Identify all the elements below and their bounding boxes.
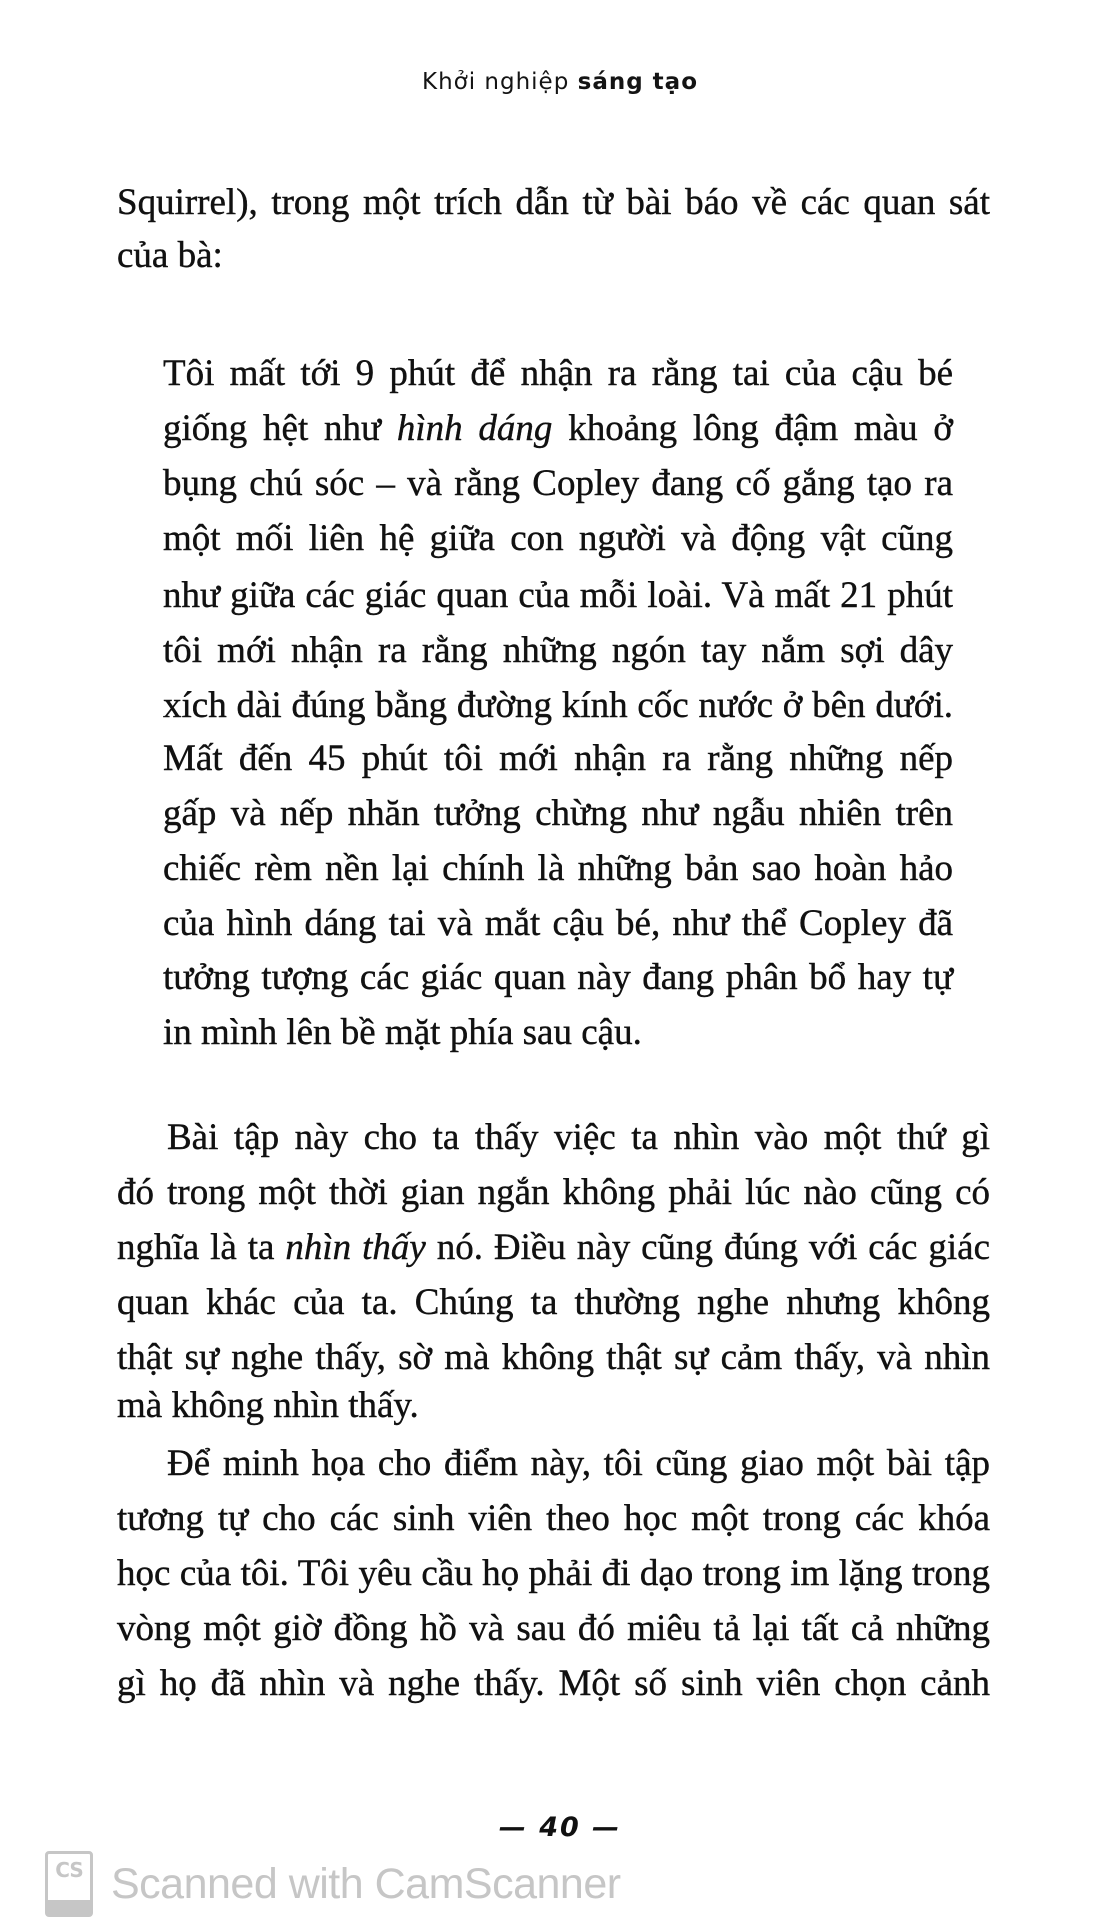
quote-line	[163, 406, 953, 452]
quote-line: của hình dáng tai và mắt cậu bé, như thể Copley đã	[163, 903, 953, 944]
paragraph-line: mà không nhìn thấy.	[117, 1385, 419, 1426]
quote-line: tôi mới nhận ra rằng những ngón tay nắm sợi dây	[163, 630, 953, 671]
paragraph-1-line: Squirrel), trong một trích dẫn từ bài báo về các quan sát	[117, 182, 990, 223]
paragraph-text: nghĩa là ta	[117, 1227, 286, 1268]
camscanner-watermark	[45, 1851, 621, 1917]
quote-text: giống hệt như	[163, 408, 397, 449]
running-title-part1: Khởi nghiệp	[421, 69, 570, 95]
italic-emphasis: nhìn thấy	[285, 1227, 426, 1268]
quote-line: in mình lên bề mặt phía sau cậu.	[163, 1012, 642, 1053]
quote-line: như giữa các giác quan của mỗi loài. Và mất 21 phút	[163, 575, 953, 616]
paragraph-1-line: của bà:	[117, 235, 223, 276]
watermark-text: Scanned with CamScanner	[111, 1860, 621, 1908]
paragraph-line: gì họ đã nhìn và nghe thấy. Một số sinh viên chọn cảnh	[117, 1663, 990, 1704]
logo-bar	[48, 1900, 90, 1914]
paragraph-line: vòng một giờ đồng hồ và sau đó miêu tả lại tất cả những	[117, 1608, 990, 1649]
running-header	[0, 69, 1120, 95]
quote-line: bụng chú sóc – và rằng Copley đang cố gắng tạo ra	[163, 463, 953, 504]
quote-line: chiếc rèm nền lại chính là những bản sao hoàn hảo	[163, 848, 953, 889]
quote-text: khoảng lông đậm màu ở	[552, 408, 953, 449]
paragraph-line: thật sự nghe thấy, sờ mà không thật sự cảm thấy, và nhìn	[117, 1337, 990, 1378]
paragraph-text: nó. Điều này cũng đúng với các giác	[425, 1227, 991, 1268]
quote-line: tưởng tượng các giác quan này đang phân bổ hay tự	[163, 957, 953, 998]
paragraph-line: tương tự cho các sinh viên theo học một trong các khóa	[117, 1498, 990, 1539]
paragraph-line: quan khác của ta. Chúng ta thường nghe nhưng không	[117, 1282, 990, 1323]
quote-line: một mối liên hệ giữa con người và động vật cũng	[163, 518, 953, 559]
running-title-part2: sáng tạo	[577, 69, 698, 95]
quote-line: Tôi mất tới 9 phút để nhận ra rằng tai của cậu bé	[163, 353, 953, 394]
page-number: — 40 —	[498, 1812, 622, 1843]
paragraph-line	[117, 1225, 990, 1271]
camscanner-logo-text: CS	[55, 1858, 83, 1882]
paragraph-line: Bài tập này cho ta thấy việc ta nhìn vào một thứ gì	[167, 1117, 990, 1158]
paragraph-line: học của tôi. Tôi yêu cầu họ phải đi dạo trong im lặng trong	[117, 1553, 990, 1594]
quote-line: gấp và nếp nhăn tưởng chừng như ngẫu nhiên trên	[163, 793, 953, 834]
camscanner-logo-icon	[45, 1851, 93, 1917]
quote-line: xích dài đúng bằng đường kính cốc nước ở bên dưới.	[163, 685, 953, 726]
quote-line: Mất đến 45 phút tôi mới nhận ra rằng những nếp	[163, 738, 953, 779]
italic-emphasis: hình dáng	[396, 408, 553, 449]
paragraph-line: đó trong một thời gian ngắn không phải lúc nào cũng có	[117, 1172, 990, 1213]
paragraph-line: Để minh họa cho điểm này, tôi cũng giao một bài tập	[167, 1443, 990, 1484]
